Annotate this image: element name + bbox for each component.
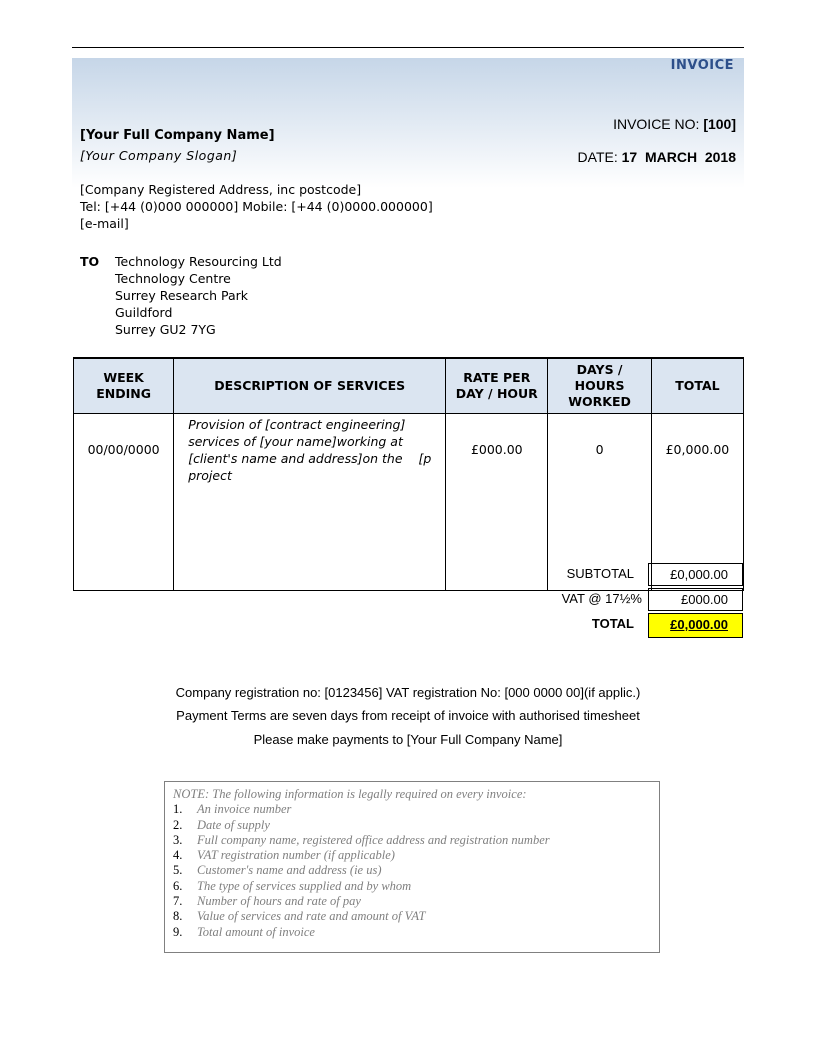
list-text: Date of supply [197, 817, 270, 832]
vat-value: £000.00 [648, 588, 743, 611]
note-heading: NOTE: The following information is legally required on every invoice: [173, 787, 527, 801]
email-line: [e-mail] [80, 216, 129, 231]
cell-rate: £000.00 [446, 414, 548, 591]
list-item [173, 833, 651, 848]
cell-week-ending: 00/00/0000 [74, 414, 174, 591]
recipient-line: Guildford [115, 305, 173, 320]
document-title: INVOICE [670, 58, 734, 73]
cell-days: 0 [548, 414, 652, 591]
recipient-line: Technology Resourcing Ltd [115, 254, 282, 269]
list-text: Value of services and rate and amount of VAT [197, 909, 426, 924]
payment-terms: Payment Terms are seven days from receipt of invoice with authorised timesheet [176, 708, 640, 723]
recipient-line: Technology Centre [115, 271, 231, 286]
header-description: DESCRIPTION OF SERVICES [174, 358, 446, 414]
services-table [73, 357, 744, 591]
total-value: £0,000.00 [648, 613, 743, 638]
list-text: The type of services supplied and by whom [197, 878, 412, 893]
list-item [173, 925, 651, 940]
list-item [173, 848, 651, 863]
list-number: 7. [173, 894, 183, 909]
vat-label: VAT @ 17½% [561, 591, 642, 606]
list-item [173, 802, 651, 817]
header-week-ending: WEEK ENDING [74, 358, 174, 414]
invoice-date [578, 149, 736, 165]
payment-instructions: Please make payments to [Your Full Company Name] [253, 732, 563, 747]
company-slogan: [Your Company Slogan] [80, 148, 238, 163]
header-rate: RATE PER DAY / HOUR [446, 358, 548, 414]
list-number: 6. [173, 878, 183, 893]
header-total: TOTAL [651, 358, 743, 414]
invoice-number-label: INVOICE NO: [613, 116, 704, 132]
list-number: 5. [173, 863, 183, 878]
company-name: [Your Full Company Name] [80, 128, 275, 143]
total-label: TOTAL [591, 616, 634, 631]
list-text: VAT registration number (if applicable) [197, 848, 395, 863]
invoice-date-label: DATE: [577, 149, 622, 165]
list-number: 4. [173, 848, 183, 863]
recipient-line: Surrey GU2 7YG [115, 322, 216, 337]
cell-total: £0,000.00 [651, 414, 743, 591]
list-item [173, 818, 651, 833]
list-text: An invoice number [197, 802, 292, 817]
table-row [74, 414, 744, 591]
cell-description [174, 414, 446, 591]
list-number: 2. [173, 817, 183, 832]
invoice-number-value: [100] [703, 116, 736, 132]
invoice-number [613, 116, 736, 132]
recipient-address [115, 253, 282, 338]
legal-note-box [164, 781, 660, 953]
description-line: Provision of [contract engineering] [188, 417, 406, 432]
recipient-label: TO [80, 254, 100, 269]
address-line: [Company Registered Address, inc postcode] [80, 182, 362, 197]
list-text: Customer's name and address (ie us) [197, 863, 382, 878]
list-text: Full company name, registered office address and registration number [197, 832, 550, 847]
list-number: 3. [173, 832, 183, 847]
header-days: DAYS / HOURS WORKED [548, 358, 652, 414]
note-list [173, 802, 651, 940]
contact-line: Tel: [+44 (0)000 000000] Mobile: [+44 (0)0000.000000] [80, 199, 433, 214]
table-header-row [74, 358, 744, 414]
list-number: 1. [173, 802, 183, 817]
subtotal-value: £0,000.00 [648, 563, 743, 586]
list-item [173, 909, 651, 924]
list-number: 8. [173, 909, 183, 924]
company-address [80, 181, 433, 232]
top-rule [72, 47, 744, 48]
list-text: Number of hours and rate of pay [197, 894, 361, 909]
description-line: project [188, 468, 232, 483]
list-number: 9. [173, 924, 183, 939]
description-line: [client's name and address]on the [p [188, 451, 432, 466]
list-text: Total amount of invoice [197, 924, 315, 939]
list-item [173, 879, 651, 894]
description-line: services of [your name]working at [188, 434, 403, 449]
subtotal-label: SUBTOTAL [566, 566, 634, 581]
recipient-line: Surrey Research Park [115, 288, 249, 303]
list-item [173, 894, 651, 909]
list-item [173, 863, 651, 878]
invoice-date-value: 17 MARCH 2018 [621, 149, 736, 165]
registration-info: Company registration no: [0123456] VAT registration No: [000 0000 00](if applic.) [175, 685, 641, 700]
